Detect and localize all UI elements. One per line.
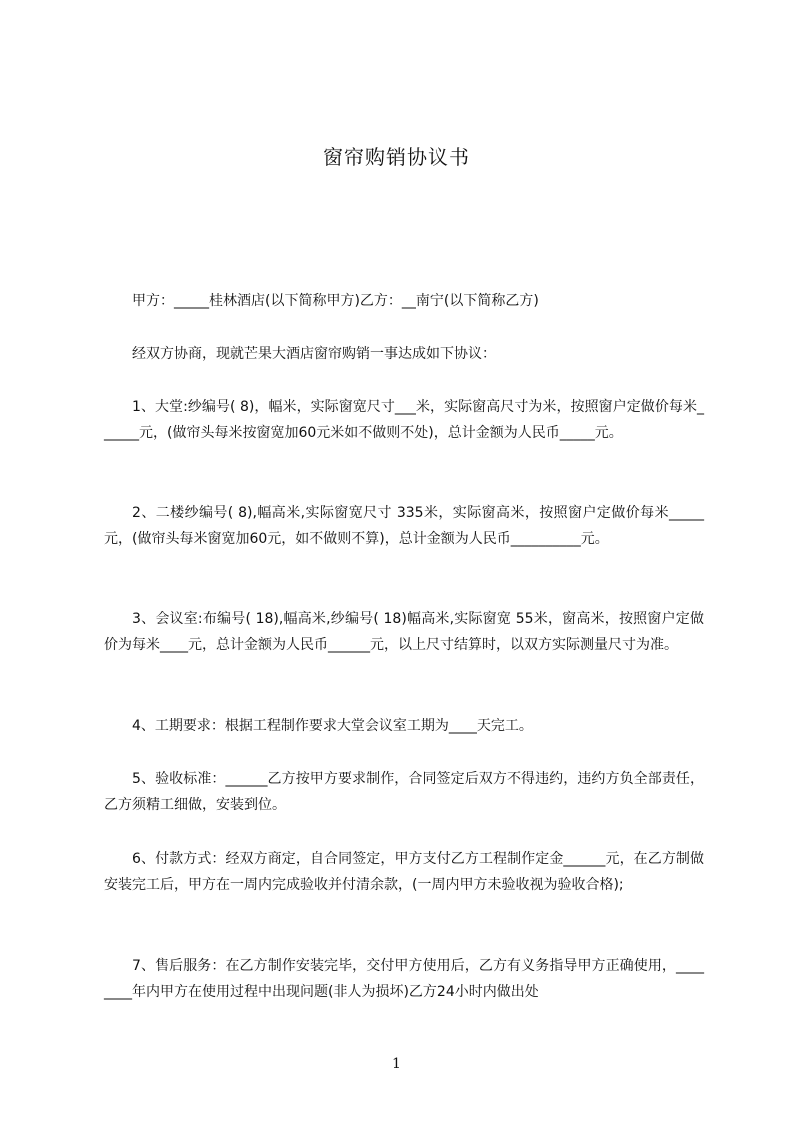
clause-4-schedule: 4、工期要求：根据工程制作要求大堂会议室工期为____天完工。	[132, 718, 533, 734]
clause-5-acceptance: 5、验收标准：______乙方按甲方要求制作，合同签定后双方不得违约，违约方负全部责任，乙方须精工细做，安装到位。	[104, 771, 704, 813]
document-title: 窗帘购销协议书	[323, 145, 470, 169]
clause-2-second-floor: 2、二楼纱编号( 8),幅高米,实际窗宽尺寸 335米，实际窗高米，按照窗户定做价每米_____元，(做帘头每米窗宽加60元，如不做则不算)，总计金额为人民币__________元。	[104, 505, 704, 547]
clause-3-meeting-room: 3、会议室:布编号( 18),幅高米,纱编号( 18)幅高米,实际窗宽 55米，窗高米，按照窗户定做价为每米____元，总计金额为人民币______元，以上尺寸结算时，以双方实际测量尺寸为准。	[104, 611, 704, 653]
page-number: 1	[392, 1056, 401, 1072]
clause-6-payment: 6、付款方式：经双方商定，自合同签定，甲方支付乙方工程制作定金______元，在乙方制做安装完工后，甲方在一周内完成验收并付清余款，(一周内甲方未验收视为验收合格);	[104, 851, 704, 893]
agreement-intro-paragraph: 经双方协商，现就芒果大酒店窗帘购销一事达成如下协议：	[132, 346, 496, 362]
clause-1-lobby: 1、大堂:纱编号( 8)，幅米，实际窗宽尺寸___米，实际窗高尺寸为米，按照窗户定做价每米______元，(做帘头每米按窗宽加60元米如不做则不处)，总计金额为人民币_____元。	[104, 399, 704, 441]
clause-7-after-sales: 7、售后服务：在乙方制作安装完毕，交付甲方使用后，乙方有义务指导甲方正确使用，________年内甲方在使用过程中出现问题(非人为损坏)乙方24小时内做出处	[104, 958, 704, 1000]
party-info-paragraph: 甲方：_____桂林酒店(以下简称甲方)乙方：__南宁(以下简称乙方)	[132, 293, 539, 309]
